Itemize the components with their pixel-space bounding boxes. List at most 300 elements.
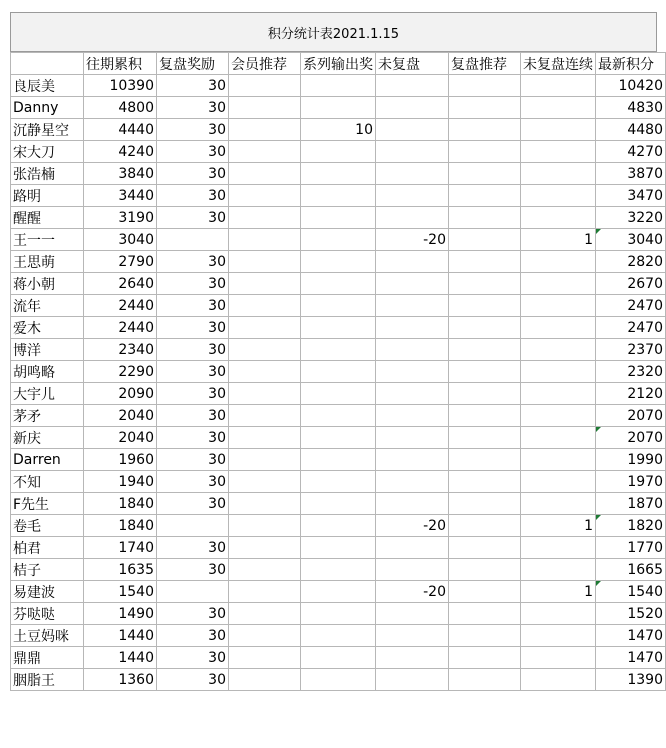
value-cell[interactable] (449, 119, 521, 141)
value-cell[interactable] (229, 427, 301, 449)
cell-text: 2340 (118, 341, 154, 358)
cell-text: 1870 (627, 495, 663, 512)
cell-text: 30 (208, 385, 226, 402)
value-cell[interactable] (301, 581, 376, 603)
value-cell[interactable] (229, 405, 301, 427)
value-cell[interactable] (157, 669, 229, 691)
column-header[interactable] (11, 53, 84, 75)
name-cell[interactable] (11, 405, 84, 427)
value-cell[interactable] (449, 471, 521, 493)
value-cell[interactable] (157, 185, 229, 207)
score-cell[interactable] (596, 449, 666, 471)
value-cell[interactable] (376, 515, 449, 537)
value-cell[interactable] (84, 493, 157, 515)
value-cell[interactable] (301, 559, 376, 581)
cell-text: 30 (208, 341, 226, 358)
value-cell[interactable] (449, 625, 521, 647)
value-cell[interactable] (449, 515, 521, 537)
value-cell[interactable] (449, 295, 521, 317)
value-cell[interactable] (84, 273, 157, 295)
value-cell[interactable] (157, 141, 229, 163)
value-cell[interactable] (521, 647, 596, 669)
value-cell[interactable] (157, 647, 229, 669)
value-cell[interactable] (521, 251, 596, 273)
value-cell[interactable] (376, 119, 449, 141)
value-cell[interactable] (521, 207, 596, 229)
value-cell[interactable] (521, 383, 596, 405)
name-cell[interactable] (11, 339, 84, 361)
score-cell[interactable] (596, 75, 666, 97)
value-cell[interactable] (521, 449, 596, 471)
value-cell[interactable] (521, 537, 596, 559)
value-cell[interactable] (229, 515, 301, 537)
column-header[interactable]: 未复盘连续 (521, 53, 596, 75)
cell-text: 胡鸣略 (13, 364, 55, 381)
value-cell[interactable] (521, 229, 596, 251)
value-cell[interactable] (157, 163, 229, 185)
column-header[interactable]: 系列输出奖 (301, 53, 376, 75)
name-cell[interactable] (11, 471, 84, 493)
value-cell[interactable] (157, 383, 229, 405)
value-cell[interactable] (301, 295, 376, 317)
value-cell[interactable] (157, 229, 229, 251)
cell-text: 30 (208, 275, 226, 292)
cell-text: 30 (208, 605, 226, 622)
value-cell[interactable] (449, 339, 521, 361)
name-cell[interactable] (11, 75, 84, 97)
value-cell[interactable] (521, 75, 596, 97)
name-cell[interactable] (11, 449, 84, 471)
value-cell[interactable] (229, 207, 301, 229)
value-cell[interactable] (157, 361, 229, 383)
score-cell[interactable] (596, 405, 666, 427)
value-cell[interactable] (157, 339, 229, 361)
value-cell[interactable] (157, 75, 229, 97)
score-cell[interactable] (596, 185, 666, 207)
column-header[interactable]: 往期累积 (84, 53, 157, 75)
cell-text: 10420 (618, 77, 663, 94)
value-cell[interactable] (84, 625, 157, 647)
value-cell[interactable] (157, 97, 229, 119)
value-cell[interactable] (521, 625, 596, 647)
value-cell[interactable] (376, 449, 449, 471)
name-cell[interactable] (11, 207, 84, 229)
value-cell[interactable] (301, 449, 376, 471)
value-cell[interactable] (84, 251, 157, 273)
value-cell[interactable] (157, 625, 229, 647)
value-cell[interactable] (376, 427, 449, 449)
value-cell[interactable] (157, 405, 229, 427)
score-cell[interactable] (596, 229, 666, 251)
value-cell[interactable] (521, 119, 596, 141)
value-cell[interactable] (449, 163, 521, 185)
value-cell[interactable] (521, 163, 596, 185)
value-cell[interactable] (84, 339, 157, 361)
name-cell[interactable] (11, 141, 84, 163)
value-cell[interactable] (229, 97, 301, 119)
cell-text: 1360 (118, 671, 154, 688)
value-cell[interactable] (301, 515, 376, 537)
score-cell[interactable] (596, 537, 666, 559)
value-cell[interactable] (521, 295, 596, 317)
value-cell[interactable] (521, 405, 596, 427)
name-cell[interactable] (11, 163, 84, 185)
value-cell[interactable] (229, 229, 301, 251)
value-cell[interactable] (521, 273, 596, 295)
value-cell[interactable] (84, 295, 157, 317)
name-cell[interactable] (11, 559, 84, 581)
value-cell[interactable] (301, 383, 376, 405)
score-cell[interactable] (596, 207, 666, 229)
column-header[interactable]: 最新积分 (596, 53, 666, 75)
cell-text: 2040 (118, 407, 154, 424)
value-cell[interactable] (157, 251, 229, 273)
cell-text: 2820 (627, 253, 663, 270)
value-cell[interactable] (84, 75, 157, 97)
score-cell[interactable] (596, 163, 666, 185)
value-cell[interactable] (449, 185, 521, 207)
score-cell[interactable] (596, 273, 666, 295)
value-cell[interactable] (157, 273, 229, 295)
value-cell[interactable] (449, 361, 521, 383)
value-cell[interactable] (449, 229, 521, 251)
value-cell[interactable] (521, 185, 596, 207)
score-cell[interactable] (596, 383, 666, 405)
column-header[interactable]: 未复盘 (376, 53, 449, 75)
value-cell[interactable] (301, 97, 376, 119)
value-cell[interactable] (157, 515, 229, 537)
value-cell[interactable] (376, 581, 449, 603)
value-cell[interactable] (84, 647, 157, 669)
value-cell[interactable] (229, 647, 301, 669)
sheet-title[interactable]: 积分统计表2021.1.15 (10, 12, 657, 52)
value-cell[interactable] (229, 471, 301, 493)
value-cell[interactable] (229, 141, 301, 163)
name-cell[interactable] (11, 537, 84, 559)
value-cell[interactable] (521, 493, 596, 515)
name-cell[interactable] (11, 427, 84, 449)
value-cell[interactable] (376, 625, 449, 647)
value-cell[interactable] (449, 603, 521, 625)
cell-text: 博洋 (13, 342, 41, 359)
cell-text: Darren (13, 451, 61, 468)
name-cell[interactable] (11, 669, 84, 691)
value-cell[interactable] (376, 537, 449, 559)
name-cell[interactable] (11, 625, 84, 647)
value-cell[interactable] (449, 273, 521, 295)
value-cell[interactable] (84, 317, 157, 339)
value-cell[interactable] (229, 317, 301, 339)
score-cell[interactable] (596, 295, 666, 317)
score-cell[interactable] (596, 251, 666, 273)
value-cell[interactable] (229, 581, 301, 603)
value-cell[interactable] (376, 185, 449, 207)
cell-text: 2090 (118, 385, 154, 402)
value-cell[interactable] (84, 229, 157, 251)
name-cell[interactable] (11, 97, 84, 119)
value-cell[interactable] (84, 405, 157, 427)
cell-text: 1470 (627, 627, 663, 644)
value-cell[interactable] (449, 581, 521, 603)
column-header[interactable]: 复盘奖励 (157, 53, 229, 75)
table-row (11, 427, 666, 449)
score-cell[interactable] (596, 141, 666, 163)
name-cell[interactable] (11, 295, 84, 317)
value-cell[interactable] (157, 317, 229, 339)
value-cell[interactable] (521, 669, 596, 691)
value-cell[interactable] (84, 471, 157, 493)
value-cell[interactable] (301, 471, 376, 493)
name-cell[interactable] (11, 185, 84, 207)
value-cell[interactable] (84, 515, 157, 537)
score-cell[interactable] (596, 339, 666, 361)
table-row (11, 295, 666, 317)
cell-text: 4240 (118, 143, 154, 160)
table-row (11, 207, 666, 229)
value-cell[interactable] (84, 427, 157, 449)
value-cell[interactable] (376, 207, 449, 229)
name-cell[interactable] (11, 603, 84, 625)
value-cell[interactable] (376, 317, 449, 339)
value-cell[interactable] (157, 207, 229, 229)
score-cell[interactable] (596, 317, 666, 339)
cell-text: 30 (208, 187, 226, 204)
value-cell[interactable] (301, 163, 376, 185)
value-cell[interactable] (449, 669, 521, 691)
name-cell[interactable] (11, 581, 84, 603)
name-cell[interactable] (11, 493, 84, 515)
score-cell[interactable] (596, 647, 666, 669)
value-cell[interactable] (301, 273, 376, 295)
value-cell[interactable] (376, 559, 449, 581)
cell-text: 卷毛 (13, 518, 41, 535)
value-cell[interactable] (229, 273, 301, 295)
value-cell[interactable] (301, 185, 376, 207)
value-cell[interactable] (301, 647, 376, 669)
value-cell[interactable] (229, 119, 301, 141)
cell-text: 茅矛 (13, 408, 41, 425)
score-cell[interactable] (596, 515, 666, 537)
value-cell[interactable] (376, 669, 449, 691)
score-cell[interactable] (596, 119, 666, 141)
name-cell[interactable] (11, 317, 84, 339)
value-cell[interactable] (301, 493, 376, 515)
value-cell[interactable] (521, 559, 596, 581)
value-cell[interactable] (84, 581, 157, 603)
value-cell[interactable] (157, 471, 229, 493)
value-cell[interactable] (521, 361, 596, 383)
value-cell[interactable] (301, 141, 376, 163)
value-cell[interactable] (521, 317, 596, 339)
value-cell[interactable] (229, 625, 301, 647)
value-cell[interactable] (84, 449, 157, 471)
value-cell[interactable] (376, 493, 449, 515)
value-cell[interactable] (376, 361, 449, 383)
value-cell[interactable] (376, 383, 449, 405)
value-cell[interactable] (376, 471, 449, 493)
value-cell[interactable] (229, 163, 301, 185)
value-cell[interactable] (301, 251, 376, 273)
score-cell[interactable] (596, 493, 666, 515)
score-cell[interactable] (596, 603, 666, 625)
score-cell[interactable] (596, 625, 666, 647)
name-cell[interactable] (11, 647, 84, 669)
name-cell[interactable] (11, 251, 84, 273)
value-cell[interactable] (84, 141, 157, 163)
table-row (11, 405, 666, 427)
value-cell[interactable] (301, 537, 376, 559)
value-cell[interactable] (301, 669, 376, 691)
name-cell[interactable] (11, 229, 84, 251)
value-cell[interactable] (376, 141, 449, 163)
value-cell[interactable] (301, 339, 376, 361)
value-cell[interactable] (301, 207, 376, 229)
value-cell[interactable] (301, 119, 376, 141)
cell-text: 1840 (118, 517, 154, 534)
table-row (11, 339, 666, 361)
cell-text: 醒醒 (13, 210, 41, 227)
value-cell[interactable] (449, 141, 521, 163)
value-cell[interactable] (84, 669, 157, 691)
name-cell[interactable] (11, 361, 84, 383)
value-cell[interactable] (449, 383, 521, 405)
value-cell[interactable] (521, 97, 596, 119)
score-cell[interactable] (596, 97, 666, 119)
value-cell[interactable] (449, 427, 521, 449)
value-cell[interactable] (157, 449, 229, 471)
value-cell[interactable] (521, 339, 596, 361)
score-cell[interactable] (596, 471, 666, 493)
value-cell[interactable] (84, 603, 157, 625)
cell-text: 2070 (627, 407, 663, 424)
value-cell[interactable] (449, 537, 521, 559)
column-header[interactable]: 会员推荐 (229, 53, 301, 75)
value-cell[interactable] (229, 361, 301, 383)
table-row (11, 185, 666, 207)
value-cell[interactable] (449, 559, 521, 581)
value-cell[interactable] (376, 405, 449, 427)
cell-text: 1540 (627, 583, 663, 600)
value-cell[interactable] (449, 449, 521, 471)
name-cell[interactable] (11, 273, 84, 295)
value-cell[interactable] (376, 75, 449, 97)
value-cell[interactable] (229, 75, 301, 97)
value-cell[interactable] (376, 603, 449, 625)
value-cell[interactable] (229, 185, 301, 207)
value-cell[interactable] (229, 383, 301, 405)
value-cell[interactable] (157, 537, 229, 559)
value-cell[interactable] (449, 405, 521, 427)
value-cell[interactable] (301, 603, 376, 625)
value-cell[interactable] (449, 251, 521, 273)
value-cell[interactable] (521, 581, 596, 603)
value-cell[interactable] (229, 559, 301, 581)
cell-text: 爱木 (13, 320, 41, 337)
value-cell[interactable] (376, 647, 449, 669)
name-cell[interactable] (11, 383, 84, 405)
value-cell[interactable] (376, 251, 449, 273)
value-cell[interactable] (157, 295, 229, 317)
value-cell[interactable] (84, 97, 157, 119)
value-cell[interactable] (301, 317, 376, 339)
score-cell[interactable] (596, 361, 666, 383)
cell-text: 2790 (118, 253, 154, 270)
value-cell[interactable] (376, 295, 449, 317)
cell-text: 良辰美 (13, 78, 55, 95)
cell-text: -20 (423, 231, 446, 248)
value-cell[interactable] (449, 493, 521, 515)
name-cell[interactable] (11, 515, 84, 537)
value-cell[interactable] (376, 163, 449, 185)
value-cell[interactable] (521, 515, 596, 537)
cell-text: 30 (208, 495, 226, 512)
value-cell[interactable] (84, 185, 157, 207)
value-cell[interactable] (84, 537, 157, 559)
score-cell[interactable] (596, 669, 666, 691)
value-cell[interactable] (376, 339, 449, 361)
cell-text: 3870 (627, 165, 663, 182)
value-cell[interactable] (376, 229, 449, 251)
value-cell[interactable] (157, 603, 229, 625)
value-cell[interactable] (84, 207, 157, 229)
value-cell[interactable] (157, 559, 229, 581)
value-cell[interactable] (301, 427, 376, 449)
value-cell[interactable] (301, 405, 376, 427)
value-cell[interactable] (229, 493, 301, 515)
value-cell[interactable] (84, 559, 157, 581)
value-cell[interactable] (157, 119, 229, 141)
value-cell[interactable] (229, 449, 301, 471)
value-cell[interactable] (229, 339, 301, 361)
value-cell[interactable] (449, 75, 521, 97)
value-cell[interactable] (84, 361, 157, 383)
value-cell[interactable] (376, 97, 449, 119)
table-row (11, 625, 666, 647)
cell-text: 3040 (627, 231, 663, 248)
value-cell[interactable] (229, 669, 301, 691)
value-cell[interactable] (301, 625, 376, 647)
value-cell[interactable] (84, 163, 157, 185)
value-cell[interactable] (229, 251, 301, 273)
value-cell[interactable] (449, 97, 521, 119)
value-cell[interactable] (449, 647, 521, 669)
value-cell[interactable] (449, 207, 521, 229)
value-cell[interactable] (229, 295, 301, 317)
value-cell[interactable] (301, 229, 376, 251)
column-header[interactable]: 复盘推荐 (449, 53, 521, 75)
value-cell[interactable] (157, 427, 229, 449)
value-cell[interactable] (521, 603, 596, 625)
score-cell[interactable] (596, 559, 666, 581)
value-cell[interactable] (157, 581, 229, 603)
value-cell[interactable] (157, 493, 229, 515)
value-cell[interactable] (84, 119, 157, 141)
value-cell[interactable] (376, 273, 449, 295)
value-cell[interactable] (229, 603, 301, 625)
name-cell[interactable] (11, 119, 84, 141)
cell-text: 30 (208, 649, 226, 666)
score-cell[interactable] (596, 427, 666, 449)
value-cell[interactable] (301, 361, 376, 383)
value-cell[interactable] (521, 427, 596, 449)
value-cell[interactable] (84, 383, 157, 405)
score-cell[interactable] (596, 581, 666, 603)
value-cell[interactable] (301, 75, 376, 97)
value-cell[interactable] (229, 537, 301, 559)
value-cell[interactable] (521, 141, 596, 163)
value-cell[interactable] (449, 317, 521, 339)
value-cell[interactable] (521, 471, 596, 493)
